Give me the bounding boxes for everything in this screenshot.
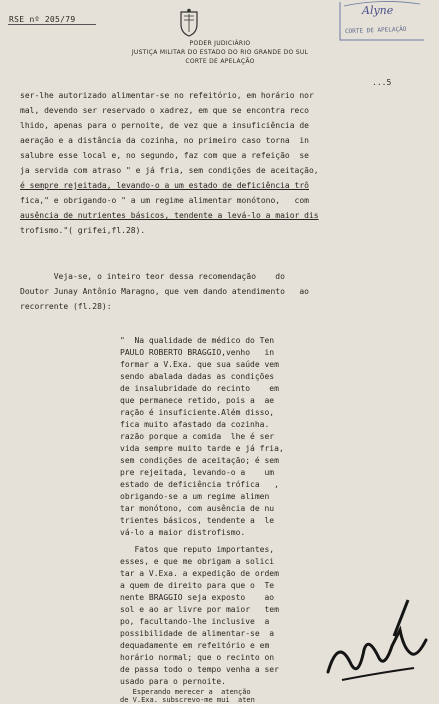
quote2-line-7: po, facultando-lhe inclusive a [120,617,270,626]
header-line-2: JUSTIÇA MILITAR DO ESTADO DO RIO GRANDE DO SUL [131,49,309,56]
quote1-line-4: sendo abalada dadas as condições [120,372,275,381]
p1-line-2: mal, devendo ser reservado o xadrez, em que se encontra reco [20,106,309,115]
p1-line-10: trofismo."( grifei,fl.28). [20,226,146,235]
quote1-line-2: PAULO ROBERTO BRAGGIO,venho in [120,348,275,357]
p1-line-9: ausência de nutrientes básicos, tendente a levá-lo a maior dis [20,211,319,220]
p1-line-3: lhido, apenas para o pernoite, de vez que a insuficiência de [20,121,309,130]
quote1-line-16: trientes básicos, tendente a le [120,516,275,525]
header-line-1: PODER JUDICIÁRIO [189,40,251,47]
quote2-line-1: Fatos que reputo importantes, [120,545,275,554]
quote2-line-4: a quem de direito para que o Te [120,581,275,590]
quote2-line-6: sol e ao ar livre por maior tem [120,605,279,614]
quote3-line-2: de V.Exa. subscrevo-me mui aten [120,696,255,704]
quote2-line-11: de passa todo o tempo venha a ser [120,665,279,674]
page-marker: ...5 [372,78,392,87]
case-reference: RSE nº 205/79 [9,15,76,24]
quote2-line-12: usado para o pernoite. [120,677,226,686]
quote1-line-6: que permanece retido, pois a ae [120,396,275,405]
quote1-line-5: de insalubridade do recinto em [120,384,279,393]
quote2-line-10: horário normal; que o recinto on [120,653,275,662]
quote1-line-7: ração é insuficiente.Além disso, [120,408,275,417]
p1-line-6: ja servida com atraso " e já fria, sem condições de aceitação, [20,166,319,175]
header-line-3: CORTE DE APELAÇÃO [185,58,255,65]
quote1-line-1: " Na qualidade de médico do Ten [120,336,275,345]
p1-line-7: é sempre rejeitada, levando-o a um estado de deficiência trô [20,181,309,190]
stamp-signature: Alyne [362,4,394,17]
p2-line-2: Doutor Junay Antônio Maragno, que vem dando atendimento ao [20,287,309,296]
quote1-line-14: obrigando-se a um regime alimen [120,492,270,501]
quote2-line-5: nente BRAGGIO seja exposto ao [120,593,275,602]
quote1-line-15: tar monótono, com ausência de nu [120,504,275,513]
quote2-line-2: esses, e que me obrigam a solici [120,557,275,566]
quote1-line-9: razão porque a comida lhe é ser [120,432,275,441]
coat-of-arms-icon [178,8,200,38]
quote1-line-8: fica muito afastado da cozinha. [120,420,270,429]
quote3-line-1: Esperando merecer a atenção [120,688,251,696]
p1-line-8: fica," e obrigando-o " a um regime alimentar monótono, com [20,196,309,205]
quote2-line-9: dequadamente em refeitório e em [120,641,270,650]
p1-line-4: aeração e a distância da cozinha, no primeiro caso torna in [20,136,309,145]
p1-line-5: salubre esse local e, no segundo, faz com que a refeição se [20,151,309,160]
stamp-text: CORTE DE APELAÇÃO [344,25,407,36]
quote1-line-10: vida sempre muito tarde e já fria, [120,444,284,453]
p2-line-3: recorrente (fl.28): [20,302,112,311]
quote1-line-12: pre rejeitada, levando-o a um [120,468,275,477]
quote1-line-13: estado de deficiência trófica , [120,480,279,489]
quote2-line-8: possibilidade de alimentar-se a [120,629,275,638]
quote1-line-11: sem condições de aceitação; é sem [120,456,279,465]
handwritten-signature [322,610,432,690]
quote1-line-3: formar a V.Exa. que sua saúde vem [120,360,279,369]
p2-line-1: Veja-se, o inteiro teor dessa recomendação do [20,272,285,281]
reference-underline [8,24,96,25]
p1-line-1: ser-lhe autorizado alimentar-se no refeitório, em horário nor [20,91,314,100]
quote2-line-3: tar a V.Exa. a expedição de ordem [120,569,279,578]
quote1-line-17: vá-lo a maior distrofismo. [120,528,246,537]
